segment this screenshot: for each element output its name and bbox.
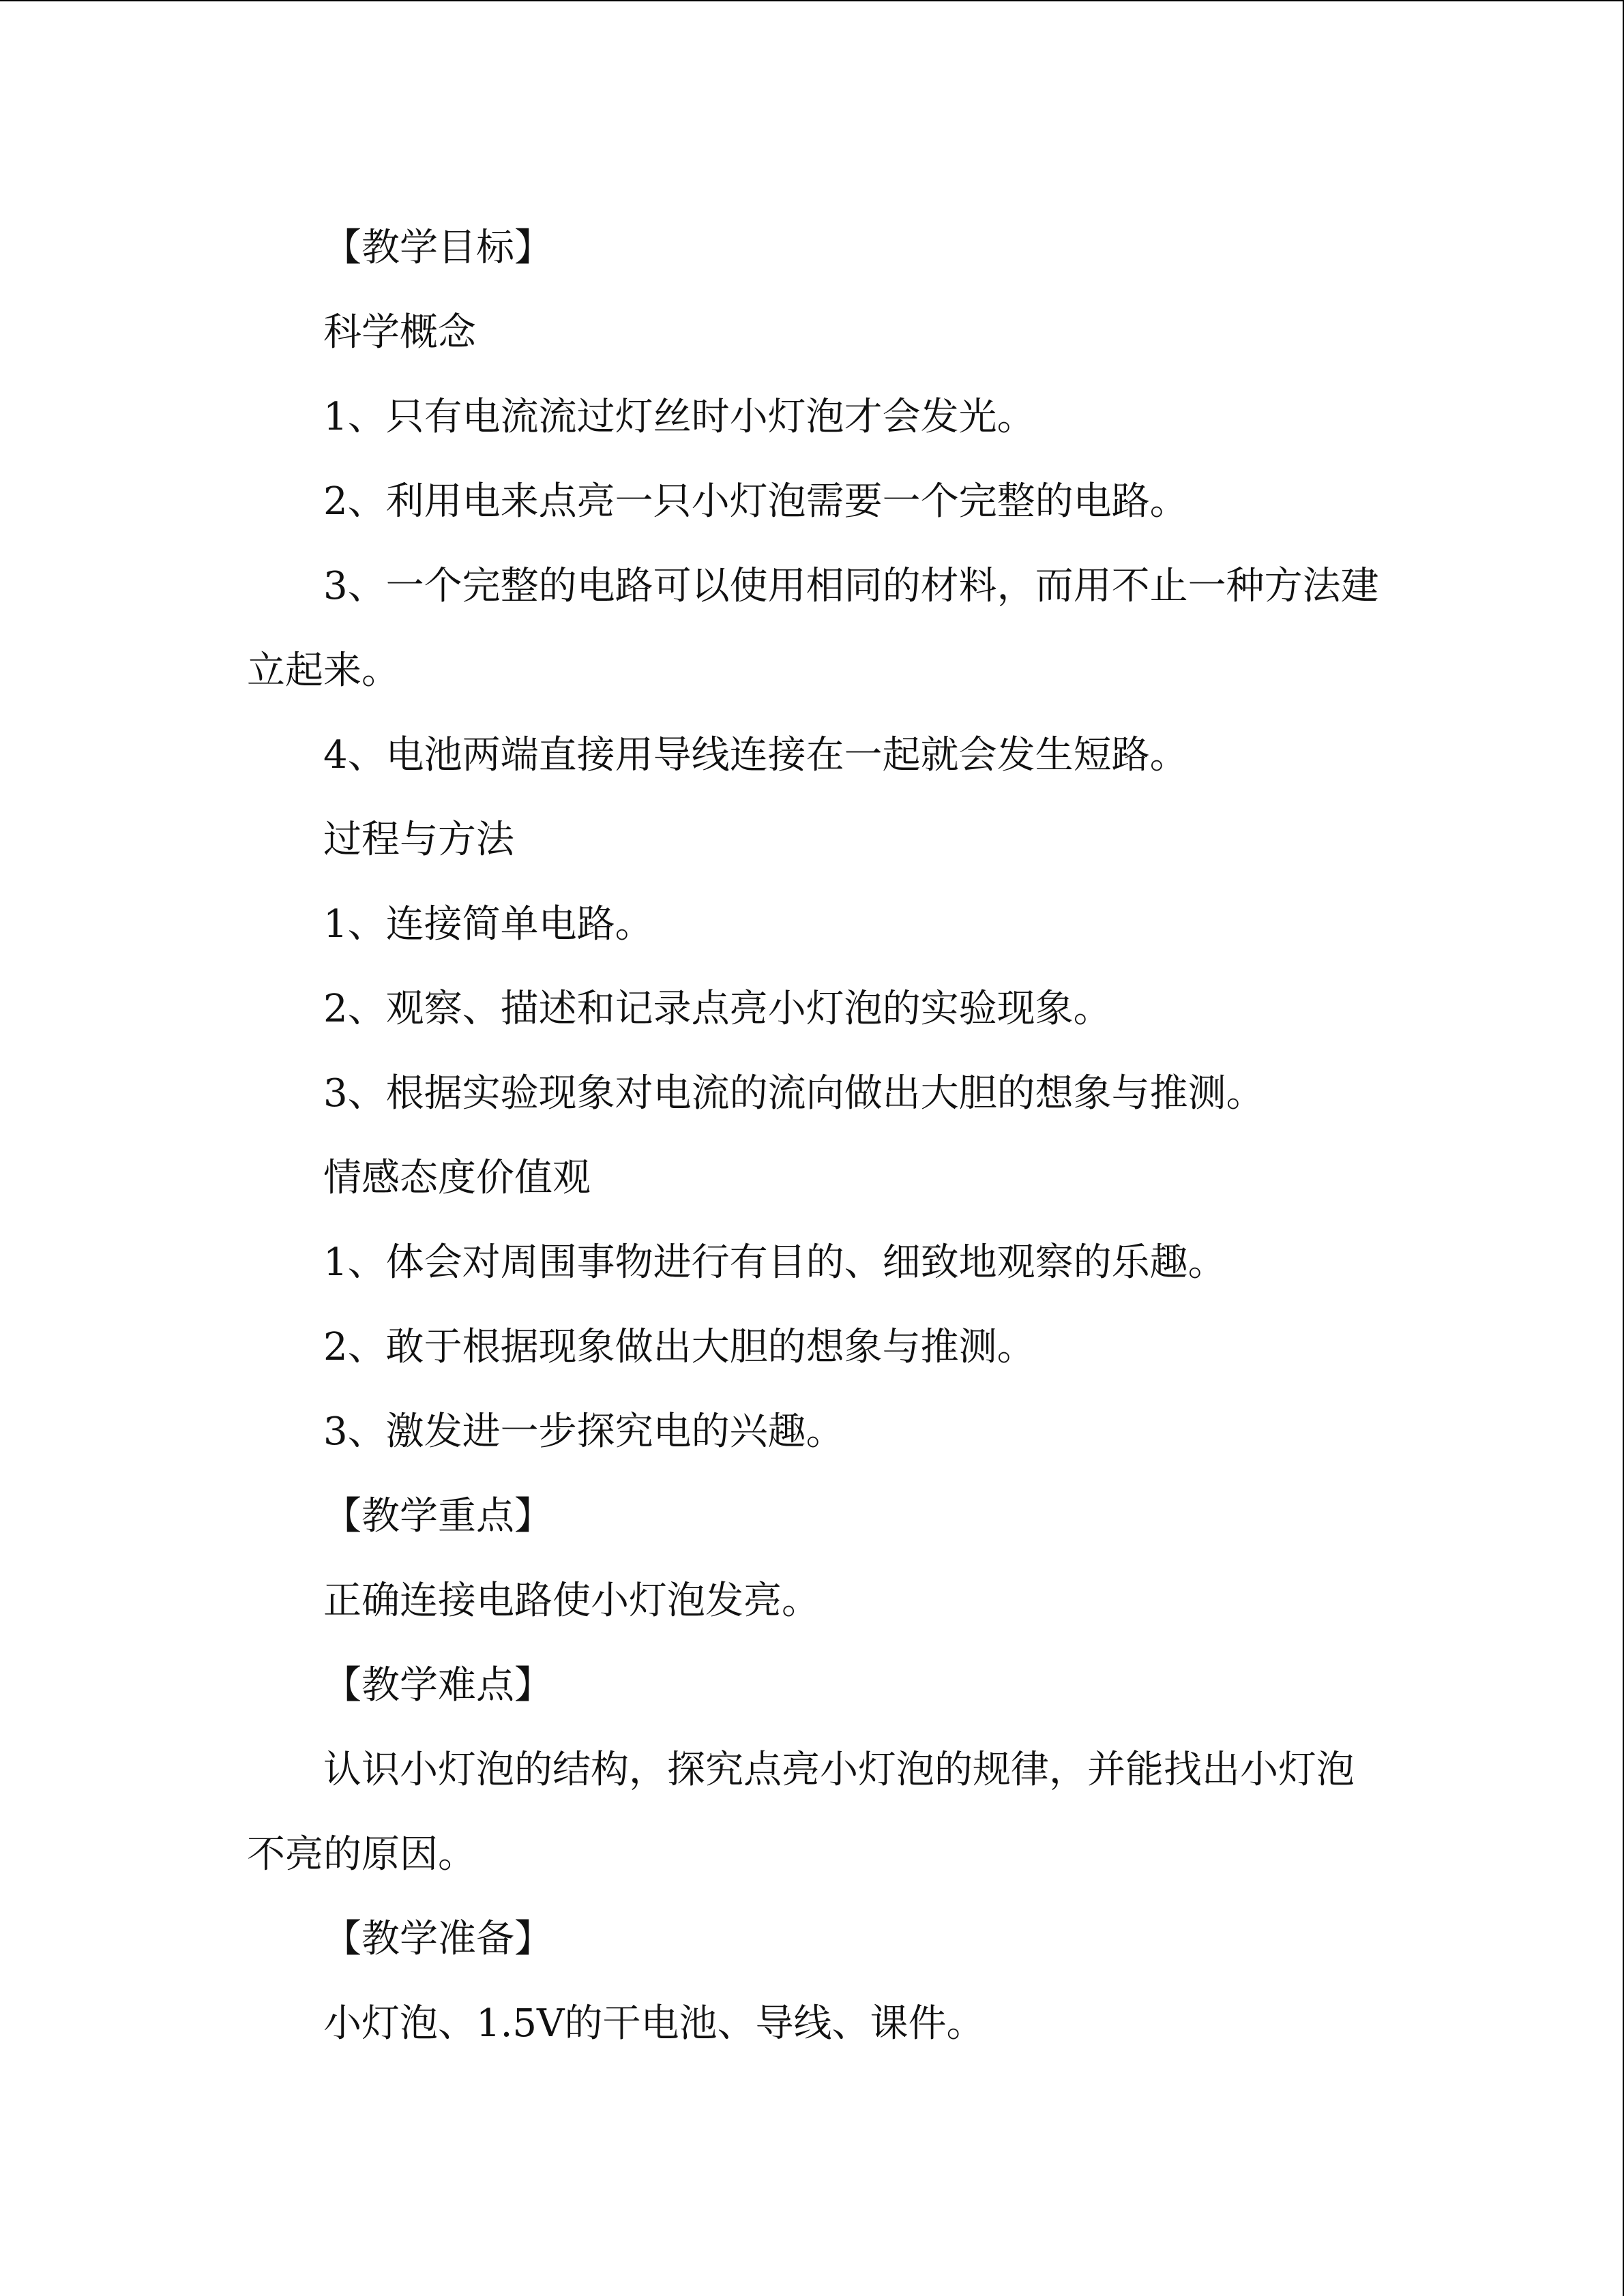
section-heading-teaching-goals: 【教学目标】 (323, 226, 552, 270)
list-item: 2、利用电来点亮一只小灯泡需要一个完整的电路。 (323, 479, 1188, 524)
section-heading-difficulties: 【教学难点】 (323, 1663, 552, 1708)
list-item: 1、只有电流流过灯丝时小灯泡才会发光。 (323, 395, 1035, 439)
list-item: 3、一个完整的电路可以使用相同的材料，而用不止一种方法建立起来。 (247, 564, 1379, 693)
subheading-science-concepts: 科学概念 (323, 310, 476, 355)
preparation-text: 小灯泡、1.5V的干电池、导线、课件。 (323, 2001, 985, 2046)
difficulties-text: 认识小灯泡的结构，探究点亮小灯泡的规律，并能找出小灯泡不亮的原因。 (247, 1748, 1355, 1877)
list-item: 2、观察、描述和记录点亮小灯泡的实验现象。 (323, 987, 1112, 1031)
list-item: 3、激发进一步探究电的兴趣。 (323, 1410, 844, 1454)
key-points-text: 正确连接电路使小灯泡发亮。 (323, 1579, 820, 1623)
section-heading-preparation: 【教学准备】 (323, 1917, 552, 1961)
subheading-process-methods: 过程与方法 (323, 818, 514, 862)
section-heading-key-points: 【教学重点】 (323, 1494, 552, 1538)
list-item: 1、连接简单电路。 (323, 902, 653, 946)
list-item: 4、电池两端直接用导线连接在一起就会发生短路。 (323, 733, 1188, 777)
document-body (247, 206, 1379, 2066)
subheading-attitudes-values: 情感态度价值观 (323, 1156, 591, 1200)
list-item: 2、敢于根据现象做出大胆的想象与推测。 (323, 1325, 1035, 1369)
list-item: 1、体会对周围事物进行有目的、细致地观察的乐趣。 (323, 1240, 1226, 1285)
list-item: 3、根据实验现象对电流的流向做出大胆的想象与推测。 (323, 1071, 1265, 1116)
